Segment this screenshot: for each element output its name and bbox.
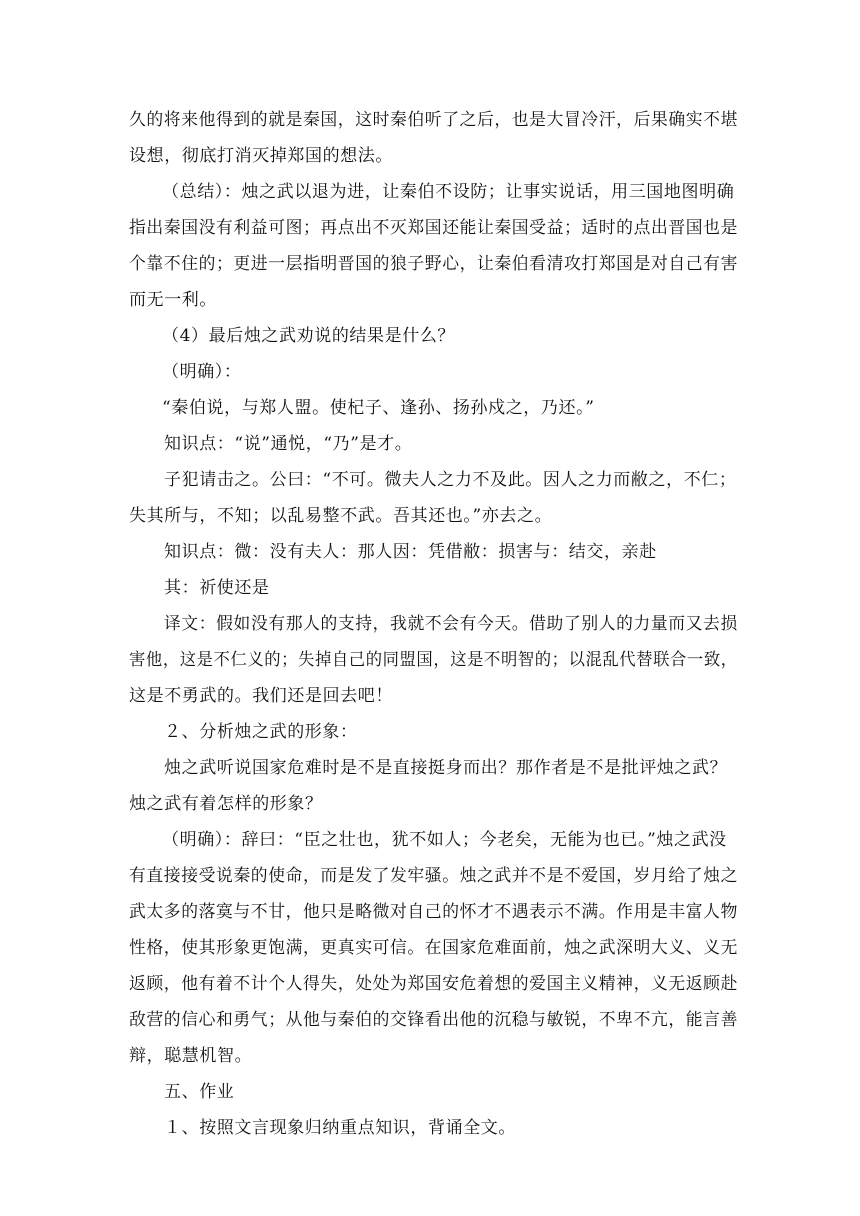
- text-line: （4）最后烛之武劝说的结果是什么？: [162, 326, 456, 346]
- text-line: （明确）：辞曰：“臣之壮也，犹不如人；今老矣，无能为也已。”烛之武没: [162, 830, 727, 850]
- text-line: 这是不勇武的。我们还是回去吧！: [129, 686, 393, 706]
- text-line: 久的将来他得到的就是秦国，这时秦伯听了之后，也是大冒冷汗，后果确实不堪: [129, 110, 738, 130]
- text-line: 性格，使其形象更饱满，更真实可信。在国家危难面前，烛之武深明大义、义无: [129, 938, 738, 958]
- text-line: 个靠不住的；更进一层指明晋国的狼子野心，让秦伯看清攻打郑国是对自己有害: [129, 254, 738, 274]
- text-line: 子犯请击之。公曰：“不可。微夫人之力不及此。因人之力而敝之，不仁；: [164, 470, 737, 490]
- section-heading: ２、分析烛之武的形象：: [164, 722, 358, 742]
- text-line: 译文：假如没有那人的支持，我就不会有今天。借助了别人的力量而又去损: [164, 614, 738, 634]
- text-line: 其：祈使还是: [164, 578, 270, 598]
- text-line: “秦伯说，与郑人盟。使杞子、逢孙、扬孙戍之，乃还。”: [162, 398, 595, 418]
- text-line: 武太多的落寞与不甘，他只是略微对自己的怀才不遇表示不满。作用是丰富人物: [129, 902, 738, 922]
- section-heading: 五、作业: [164, 1082, 235, 1102]
- text-line: 知识点：“说”通悦，“乃”是才。: [164, 434, 413, 454]
- text-line: 敌营的信心和勇气；从他与秦伯的交锋看出他的沉稳与敏锐，不卑不亢，能言善: [129, 1010, 738, 1030]
- text-line: 返顾，他有着不计个人得失，处处为郑国安危着想的爱国主义精神，义无返顾赴: [129, 974, 738, 994]
- text-line: １、按照文言现象归纳重点知识，背诵全文。: [164, 1118, 516, 1138]
- text-line: （明确）：: [162, 362, 242, 382]
- text-line: 害他，这是不仁义的；失掉自己的同盟国，这是不明智的；以混乱代替联合一致，: [129, 650, 738, 670]
- text-line: 设想，彻底打消灭掉郑国的想法。: [129, 146, 393, 166]
- text-line: 辩，聪慧机智。: [129, 1046, 253, 1066]
- text-line: 失其所与，不知；以乱易整不武。吾其还也。”亦去之。: [129, 506, 553, 526]
- text-line: （总结）：烛之武以退为进，让秦伯不设防；让事实说话，用三国地图明确: [162, 182, 735, 202]
- text-line: 知识点：微：没有夫人：那人因：凭借敝：损害与：结交，亲赴: [164, 542, 657, 562]
- text-line: 烛之武听说国家危难时是不是直接挺身而出？那作者是不是批评烛之武？: [164, 758, 728, 778]
- text-line: 而无一利。: [129, 290, 217, 310]
- text-line: 有直接接受说秦的使命，而是发了发牢骚。烛之武并不是不爱国，岁月给了烛之: [129, 866, 738, 886]
- text-line: 烛之武有着怎样的形象？: [129, 794, 323, 814]
- text-line: 指出秦国没有利益可图；再点出不灭郑国还能让秦国受益；适时的点出晋国也是: [129, 218, 738, 238]
